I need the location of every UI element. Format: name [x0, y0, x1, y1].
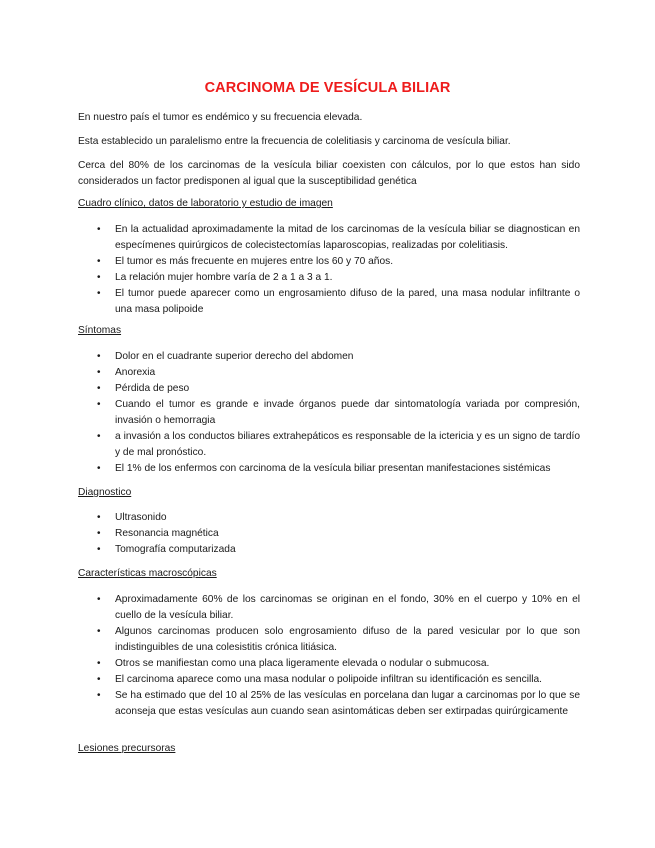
bullet-icon: •: [97, 272, 101, 283]
bullet-icon: •: [97, 463, 101, 474]
bullet-icon: •: [97, 658, 101, 669]
list-item: • Cuando el tumor es grande e invade órganos puede dar sintomatología variada por compresión, invasión o hemorragia: [97, 399, 580, 426]
bullet-icon: •: [97, 512, 101, 523]
bullet-icon: •: [97, 544, 101, 555]
list-item: • La relación mujer hombre varía de 2 a 1 a 3 a 1.: [0, 270, 580, 286]
bullet-icon: •: [97, 367, 101, 378]
list-item: • El 1% de los enfermos con carcinoma de la vesícula biliar presentan manifestaciones sistémicas: [0, 461, 580, 477]
list-item: • Algunos carcinomas producen solo engrosamiento difuso de la pared vesicular por lo que son indistinguibles de una colesistitis crónica litiásica.: [97, 626, 580, 653]
bullet-icon: •: [97, 431, 101, 442]
bullet-list-caracteristicas-macroscopicas: [0, 592, 655, 720]
bullet-icon: •: [97, 690, 101, 701]
list-item: • Otros se manifiestan como una placa ligeramente elevada o nodular o submucosa.: [0, 656, 580, 672]
bullet-icon: •: [97, 383, 101, 394]
list-item: • En la actualidad aproximadamente la mitad de los carcinomas de la vesícula biliar se diagnostican en especímenes quirúrgicos de colecistectomías laparoscopias, realizadas por colelitiasis.: [97, 224, 580, 251]
bullet-list-sintomas: [0, 349, 655, 477]
list-item: • Se ha estimado que del 10 al 25% de las vesículas en porcelana dan lugar a carcinomas por lo que se aconseja que estas vesículas aun cuando sean asintomáticas deben ser extirpadas quirúrgicamente: [97, 690, 580, 717]
bullet-list-diagnostico: [0, 510, 655, 558]
list-item: • Ultrasonido: [0, 510, 580, 526]
list-item: • a invasión a los conductos biliares extrahepáticos es responsable de la ictericia y es un signo de tardío y de mal pronóstico.: [97, 431, 580, 458]
list-item: • Tomografía computarizada: [0, 542, 580, 558]
list-item: • Pérdida de peso: [0, 381, 580, 397]
bullet-icon: •: [97, 674, 101, 685]
section-heading-lesiones-precursoras: Lesiones precursoras: [78, 743, 176, 754]
intro-paragraph-2: Esta establecido un paralelismo entre la frecuencia de colelitiasis y carcinoma de vesícula biliar.: [78, 136, 511, 147]
list-item: • Dolor en el cuadrante superior derecho del abdomen: [0, 349, 580, 365]
section-heading-sintomas: Síntomas: [78, 325, 122, 336]
intro-paragraph-1: En nuestro país el tumor es endémico y su frecuencia elevada.: [78, 112, 363, 123]
section-heading-diagnostico: Diagnostico: [78, 487, 132, 498]
list-item: • El carcinoma aparece como una masa nodular o polipoide infiltran su identificación es sencilla.: [0, 672, 580, 688]
document-title: CARCINOMA DE VESÍCULA BILIAR: [204, 80, 451, 96]
bullet-icon: •: [97, 594, 101, 605]
bullet-icon: •: [97, 399, 101, 410]
list-item: • Resonancia magnética: [0, 526, 580, 542]
section-heading-cuadro-clinico: Cuadro clínico, datos de laboratorio y estudio de imagen: [78, 198, 333, 209]
list-item: • Aproximadamente 60% de los carcinomas se originan en el fondo, 30% en el cuerpo y 10% en el cuello de la vesícula biliar.: [97, 594, 580, 621]
bullet-icon: •: [97, 528, 101, 539]
list-item: • El tumor puede aparecer como un engrosamiento difuso de la pared, una masa nodular infiltrante o una masa polipoide: [97, 288, 580, 315]
list-item: • El tumor es más frecuente en mujeres entre los 60 y 70 años.: [0, 254, 580, 270]
intro-paragraph-3: Cerca del 80% de los carcinomas de la vesícula biliar coexisten con cálculos, por lo que estos han sido considerados un factor predisponen al igual que la susceptibilidad genética: [78, 160, 580, 187]
bullet-icon: •: [97, 224, 101, 235]
bullet-icon: •: [97, 351, 101, 362]
bullet-icon: •: [97, 256, 101, 267]
bullet-icon: •: [97, 288, 101, 299]
bullet-list-cuadro-clinico: [0, 222, 655, 318]
section-heading-caracteristicas-macroscopicas: Características macroscópicas: [78, 568, 217, 579]
bullet-icon: •: [97, 626, 101, 637]
list-item: • Anorexia: [0, 365, 580, 381]
